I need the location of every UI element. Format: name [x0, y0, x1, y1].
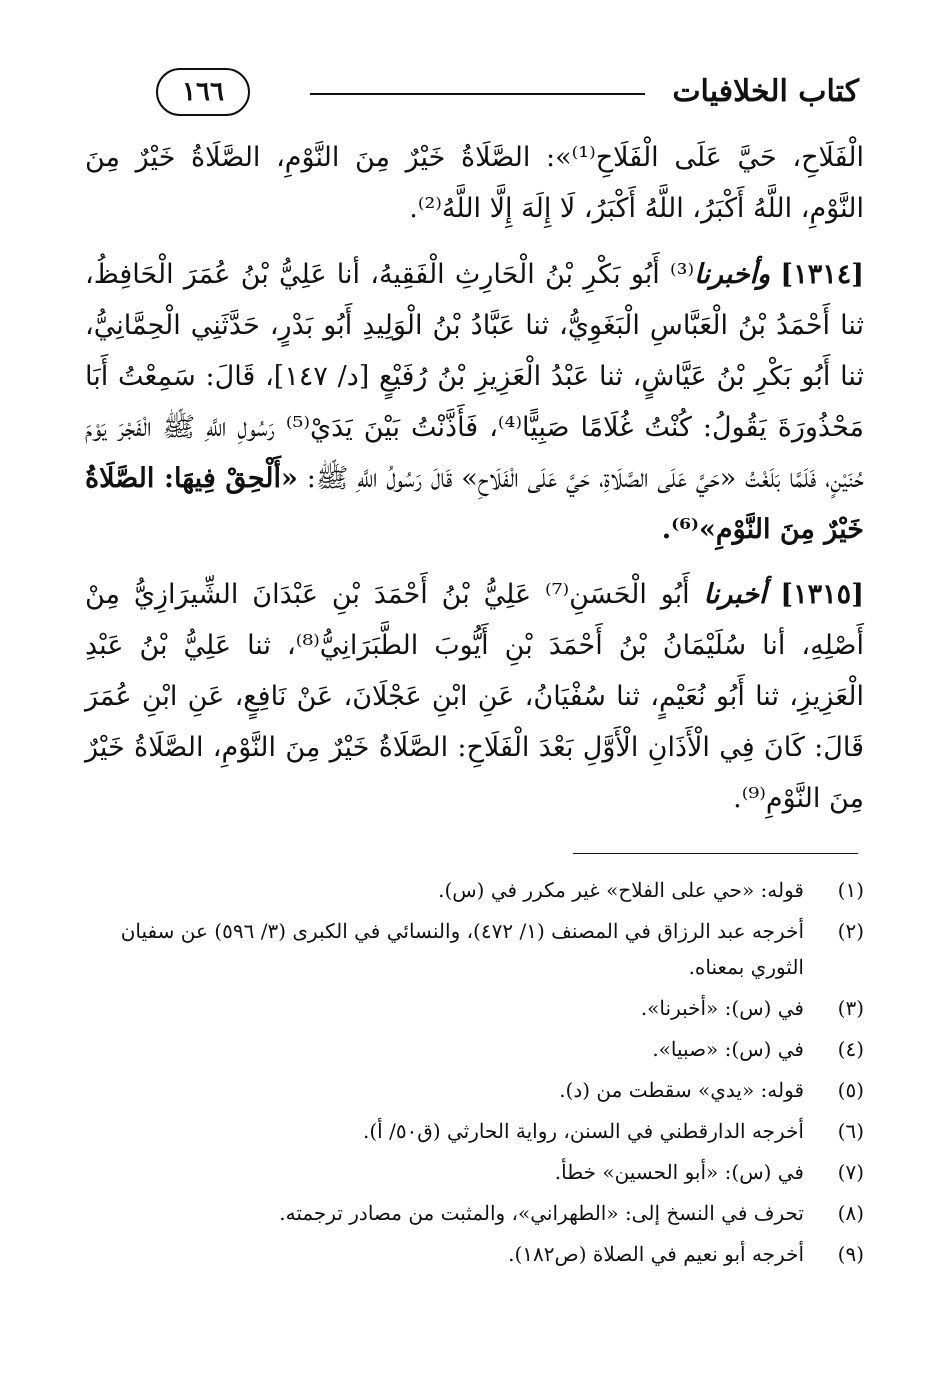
hadith-keyword: وأخبرنا: [694, 259, 771, 290]
footnote: [85, 872, 864, 908]
footnote: [85, 1236, 864, 1272]
footnote-text: في (س): «أخبرنا».: [640, 996, 804, 1020]
book-title: كتاب الخلافيات: [672, 74, 859, 109]
hadith-quote: «أَلْحِقْ فِيهَا: الصَّلَاةُ خَيْرٌ مِنَ النَّوْمِ»⁽⁶⁾.: [85, 463, 864, 545]
footnote-text: قوله: «يدي» سقطت من (د).: [559, 1078, 804, 1102]
footnote: [85, 1072, 864, 1108]
footnote-number: (٩): [837, 1242, 864, 1266]
page-number: ١٦٦: [156, 68, 250, 116]
footnote-separator: [573, 853, 858, 854]
footnote: [85, 1113, 864, 1149]
footnote-number: (٣): [837, 996, 864, 1020]
footnote-number: (٢): [837, 919, 864, 943]
footnote: [85, 1154, 864, 1190]
footnote: [85, 1195, 864, 1231]
footnote-text: أخرجه أبو نعيم في الصلاة (ص١٨٢).: [508, 1242, 804, 1266]
hadith-1314: [85, 249, 864, 555]
page-header: [80, 68, 859, 118]
hadith-text: ⁽³⁾ أَبُو بَكْرِ بْنُ الْحَارِثِ الْفَقِيهُ، أنا عَلِيُّ بْنُ عُمَرَ الْحَافِظُ، ثنا أَحْمَدُ بْنُ الْعَبَّاسِ الْبَغَوِيُّ، ثنا عَبَّادُ بْنُ الْوَلِيدِ أَبُو بَدْرٍ، حَدَّثَنِي الْحِمَّانِيُّ، ثنا أَبُو بَكْرِ بْنُ عَيَّاشٍ، ثنا عَبْدُ الْعَزِيزِ بْنُ رُفَيْعٍ [د/ ١٤٧]، قَالَ: سَمِعْتُ أَبَا مَحْذُورَةَ يَقُولُ: كُنْتُ غُلَامًا صَبِيًّا⁽⁴⁾، فَأَذَّنْتُ بَيْنَ يَدَيْ⁽⁵⁾ رَسُولِ اللَّهِ ﷺ الْفَجْرَ يَوْمَ حُنَيْنٍ، فَلَمَّا بَلَغْتُ «حَيَّ عَلَى الصَّلَاةِ، حَيَّ عَلَى الْفَلَاحِ» قَالَ رَسُولُ اللَّهِ ﷺ:: [85, 259, 864, 494]
footnote-number: (٥): [837, 1078, 864, 1102]
footnote-number: (٧): [837, 1160, 864, 1184]
hadith-1315: [85, 569, 864, 824]
main-text: [85, 132, 864, 838]
footnote-text: في (س): «صبيا».: [652, 1037, 804, 1061]
footnote: [85, 990, 864, 1026]
footnote-number: (٦): [837, 1119, 864, 1143]
footnote-text: قوله: «حي على الفلاح» غير مكرر في (س).: [438, 878, 804, 902]
footnote-text: أخرجه عبد الرزاق في المصنف (١/ ٤٧٢)، والنسائي في الكبرى (٣/ ٥٩٦) عن سفيان الثوري بمعناه.: [120, 919, 804, 979]
footnote-text: أخرجه الدارقطني في السنن، رواية الحارثي (ق٥٠/ أ).: [363, 1119, 804, 1143]
footnote-number: (٤): [837, 1037, 864, 1061]
header-rule: [310, 93, 645, 95]
hadith-keyword: أخبرنا: [703, 579, 767, 610]
hadith-number: [١٣١٤]: [780, 259, 864, 290]
footnote-number: (١): [837, 878, 864, 902]
footnote-text: في (س): «أبو الحسين» خطأ.: [554, 1160, 804, 1184]
footnotes: [85, 872, 864, 1277]
hadith-text: أَبُو الْحَسَنِ⁽⁷⁾ عَلِيُّ بْنُ أَحْمَدَ بْنِ عَبْدَانَ الشِّيرَازِيُّ مِنْ أَصْلِهِ، أنا سُلَيْمَانُ بْنُ أَحْمَدَ بْنِ أَيُّوبَ الطَّبَرَانِيُّ⁽⁸⁾، ثنا عَلِيُّ بْنُ عَبْدِ الْعَزِيزِ، ثنا أَبُو نُعَيْمٍ، ثنا سُفْيَانُ، عَنِ ابْنِ عَجْلَانَ، عَنْ نَافِعٍ، عَنِ ابْنِ عُمَرَ قَالَ: كَانَ فِي الْأَذَانِ الْأَوَّلِ بَعْدَ الْفَلَاحِ: الصَّلَاةُ خَيْرٌ مِنَ النَّوْمِ، الصَّلَاةُ خَيْرٌ مِنَ النَّوْمِ⁽⁹⁾.: [85, 579, 864, 814]
footnote: [85, 1031, 864, 1067]
paragraph-continuation: [85, 132, 864, 234]
hadith-number: [١٣١٥]: [780, 579, 864, 610]
footnote-text: تحرف في النسخ إلى: «الطهراني»، والمثبت من مصادر ترجمته.: [279, 1201, 804, 1225]
footnote: [85, 913, 864, 985]
footnote-number: (٨): [837, 1201, 864, 1225]
paragraph-text: الْفَلَاحِ، حَيَّ عَلَى الْفَلَاحِ⁽¹⁾»: الصَّلَاةُ خَيْرٌ مِنَ النَّوْمِ، الصَّلَاةُ خَيْرٌ مِنَ النَّوْمِ، اللَّهُ أَكْبَرُ، اللَّهُ أَكْبَرُ، لَا إِلَهَ إِلَّا اللَّهُ⁽²⁾.: [85, 142, 864, 224]
